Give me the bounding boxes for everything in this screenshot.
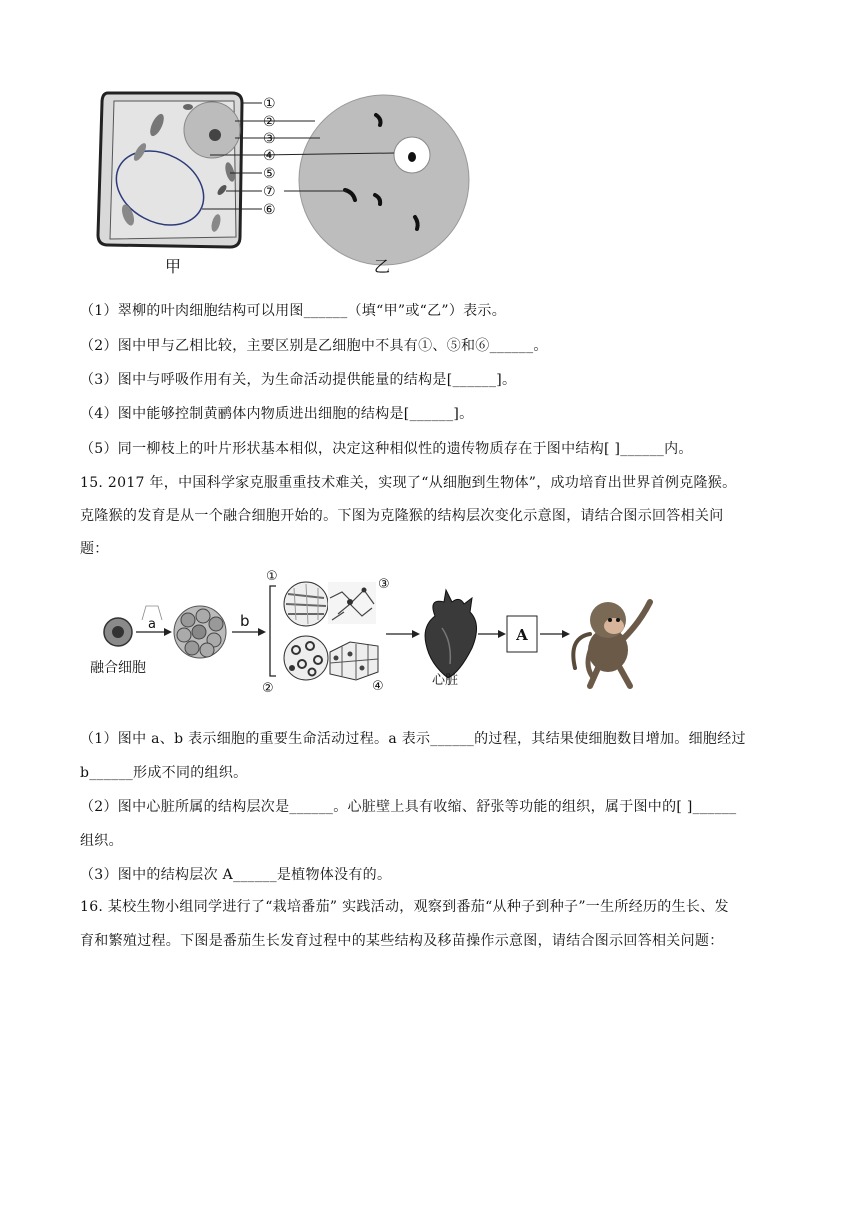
q15-sub-2a: （2）图中心脏所属的结构层次是______。心脏壁上具有收缩、舒张等功能的组织，属于图中的[ ]______ xyxy=(80,799,737,815)
q15-intro-2: 克隆猴的发育是从一个融合细胞开始的。下图为克隆猴的结构层次变化示意图，请结合图示回答相关问 xyxy=(80,508,724,524)
connective-tissue xyxy=(284,636,328,680)
q15-intro-3: 题： xyxy=(80,541,109,557)
marker-4: ④ xyxy=(263,148,276,164)
label-yi: 乙 xyxy=(374,257,391,276)
q14-sub-5: （5）同一柳枝上的叶片形状基本相似，决定这种相似性的遗传物质存在于图中结构[ ]______内。 xyxy=(80,441,693,457)
tissue-marker-3: ③ xyxy=(378,577,390,592)
heart-label: 心脏 xyxy=(432,673,459,688)
muscle-tissue xyxy=(284,582,328,626)
q14-sub-2: （2）图中甲与乙相比较，主要区别是乙细胞中不具有①、⑤和⑥______。 xyxy=(80,338,548,354)
q15-sub-2b: 组织。 xyxy=(80,833,123,849)
q16-intro-1: 16. 某校生物小组同学进行了“栽培番茄” 实践活动，观察到番茄“从种子到种子”一生所经历的生长、发 xyxy=(80,899,729,915)
q15-sub-1a: （1）图中 a、b 表示细胞的重要生命活动过程。a 表示______的过程，其结果使细胞数目增加。细胞经过 xyxy=(80,731,746,747)
q14-sub-1: （1）翠柳的叶肉细胞结构可以用图______（填“甲”或“乙”）表示。 xyxy=(80,303,507,319)
marker-2: ② xyxy=(263,114,276,130)
marker-1: ① xyxy=(263,96,276,112)
tissue-marker-2: ② xyxy=(262,681,274,696)
arrow-a-label: a xyxy=(148,617,156,632)
tissue-marker-4: ④ xyxy=(372,679,384,694)
nervous-tissue xyxy=(328,582,376,624)
cell-comparison-figure xyxy=(90,85,470,280)
arrow-b-label: b xyxy=(240,612,250,630)
epithelial-tissue xyxy=(330,642,378,680)
structure-level-figure xyxy=(80,568,700,708)
monkey-image xyxy=(573,602,650,686)
cell-cluster xyxy=(174,606,226,658)
label-jia: 甲 xyxy=(165,257,182,276)
box-a-label: A xyxy=(516,626,528,644)
marker-5: ⑤ xyxy=(263,166,276,182)
q15-sub-3: （3）图中的结构层次 A______是植物体没有的。 xyxy=(80,867,392,883)
q14-sub-4: （4）图中能够控制黄鹂体内物质进出细胞的结构是[______]。 xyxy=(80,406,474,422)
q14-sub-3: （3）图中与呼吸作用有关，为生命活动提供能量的结构是[______]。 xyxy=(80,372,517,388)
q16-intro-2: 育和繁殖过程。下图是番茄生长发育过程中的某些结构及移苗操作示意图，请结合图示回答相关问题： xyxy=(80,933,724,949)
marker-7: ⑦ xyxy=(263,184,276,200)
fused-cell-label: 融合细胞 xyxy=(90,660,146,676)
heart-image xyxy=(425,590,476,678)
marker-3: ③ xyxy=(263,131,276,147)
marker-6: ⑥ xyxy=(263,202,276,218)
tissue-marker-1: ① xyxy=(266,569,278,584)
animal-cell xyxy=(299,95,469,265)
q15-sub-1b: b______形成不同的组织。 xyxy=(80,765,248,781)
q15-intro-1: 15. 2017 年，中国科学家克服重重技术难关，实现了“从细胞到生物体”，成功培育出世界首例克隆猴。 xyxy=(80,475,737,491)
